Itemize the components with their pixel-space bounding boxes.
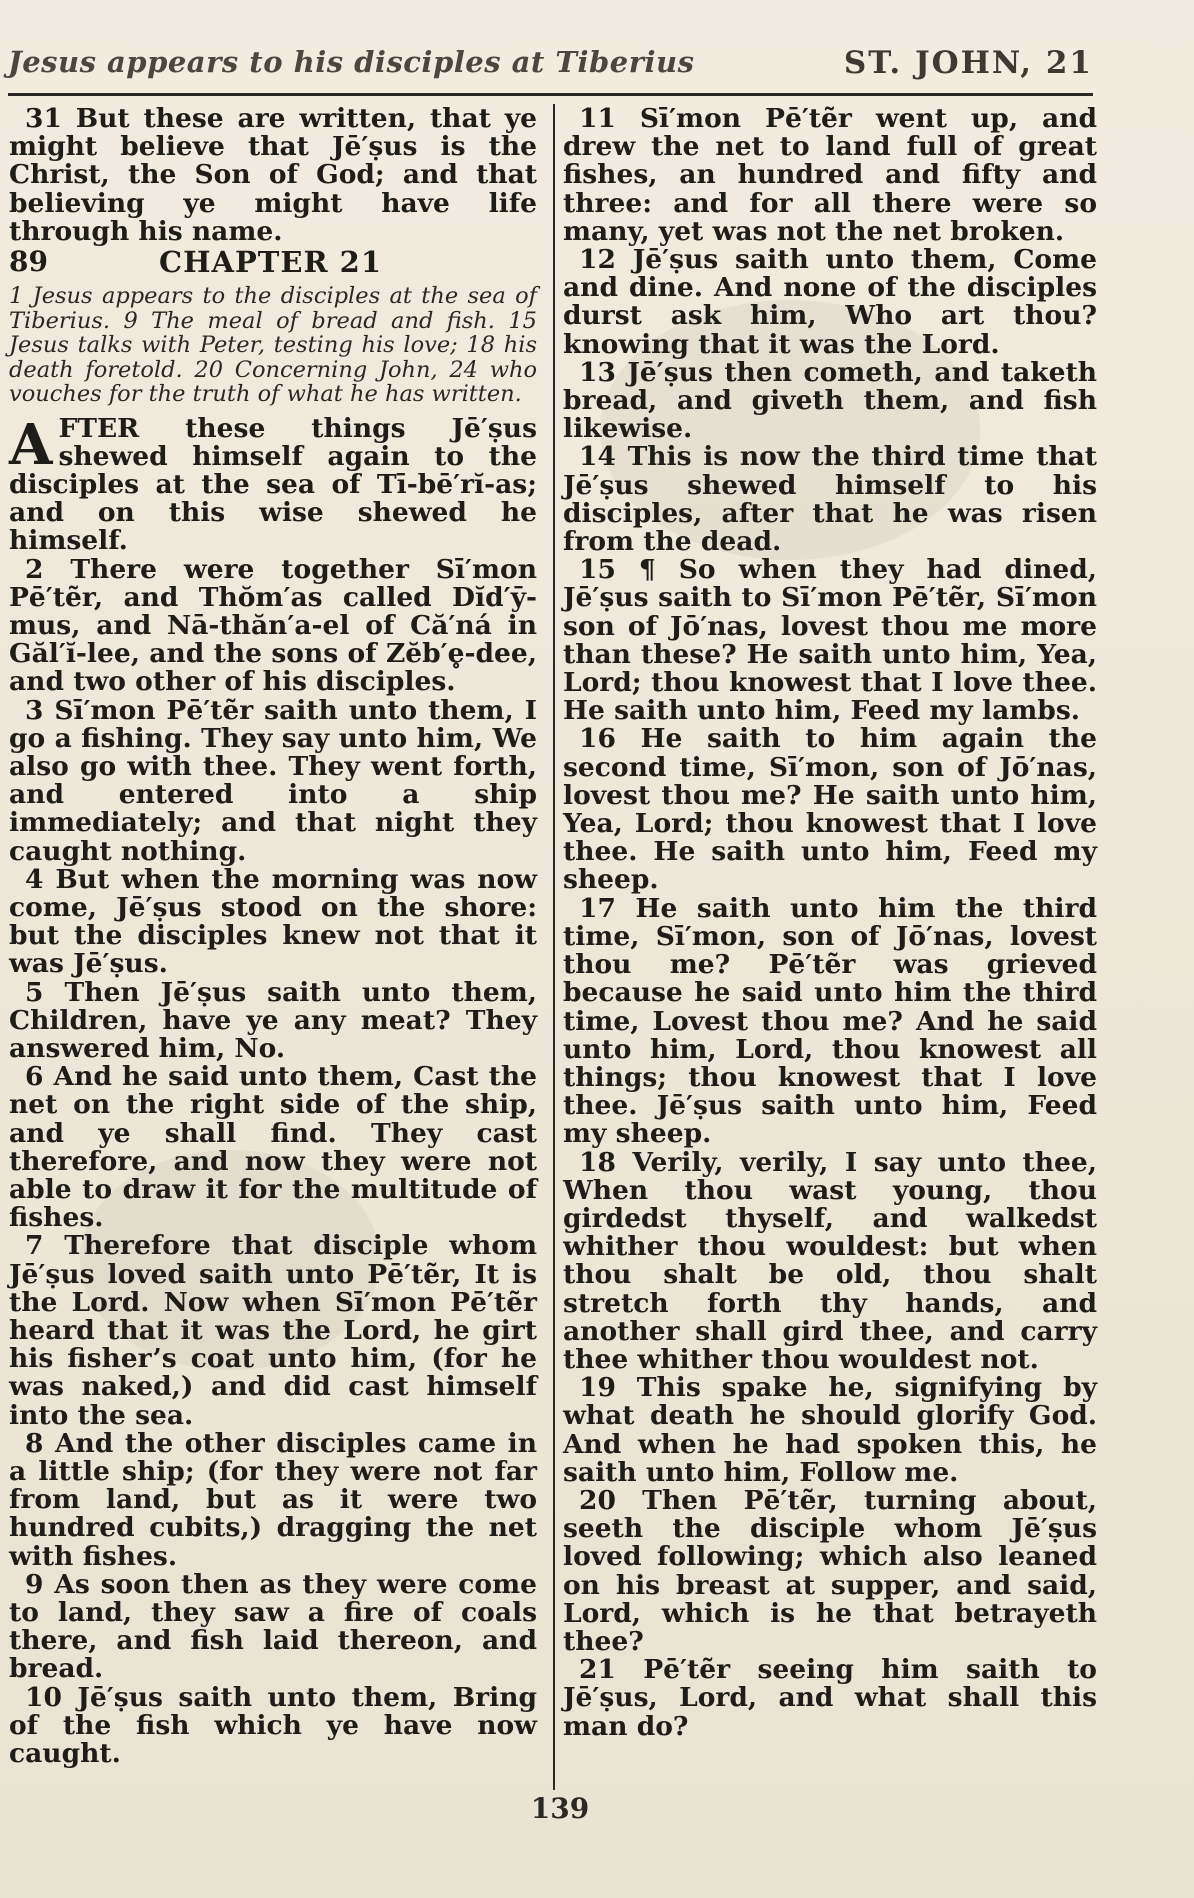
section-heading: Jesus appears to his disciples at Tiberius	[8, 45, 695, 79]
header-rule	[8, 93, 1093, 96]
drop-cap: A	[9, 411, 53, 478]
left-column	[9, 105, 537, 1768]
verse-21: 21 Pē′tẽr seeing him saith to Jē′ṣus, Lord, and what shall this man do?	[563, 1654, 1097, 1742]
right-column	[563, 105, 1097, 1741]
verse-1-text: FTER these things Jē′ṣus shewed himself again to the disciples at the sea of Tī-bē′rĭ-as; and on this wise shewed he himself.	[9, 412, 537, 557]
verse-4: 4 But when the morning was now come, Jē′ṣus stood on the shore: but the disciples knew not that it was Jē′ṣus.	[9, 863, 537, 980]
page-number: 139	[530, 1792, 590, 1825]
verse-6: 6 And he said unto them, Cast the net on the right side of the ship, and ye shall find. They cast therefore, and now they were not able to draw it for the multitude of fishes.	[9, 1061, 537, 1234]
verse-8: 8 And the other disciples came in a little ship; (for they were not far from land, but as it were two hundred cubits,) dragging the net with fishes.	[9, 1427, 537, 1572]
running-head	[8, 45, 1093, 93]
chapter-heading	[9, 245, 537, 280]
verse-19: 19 This spake he, signifying by what death he should glorify God. And when he had spoken this, he saith unto him, Follow me.	[563, 1372, 1097, 1488]
verse-12: 12 Jē′ṣus saith unto them, Come and dine. And none of the disciples durst ask him, Who art thou? knowing that it was the Lord.	[563, 244, 1097, 360]
verse-10: 10 Jē′ṣus saith unto them, Bring of the fish which ye have now caught.	[9, 1681, 537, 1770]
verse-3: 3 Sī′mon Pē′tẽr saith unto them, I go a fishing. They say unto him, We also go with thee. They went forth, and entered into a ship immediately; and that night they caught nothing.	[9, 694, 537, 867]
chapter-title: CHAPTER 21	[159, 245, 383, 280]
verse-16: 16 He saith to him again the second time, Sī′mon, son of Jō′nas, lovest thou me? He saith unto him, Yea, Lord; thou knowest that I love thee. He saith unto him, Feed my sheep.	[563, 723, 1097, 896]
verse-17: 17 He saith unto him the third time, Sī′mon, son of Jō′nas, lovest thou me? Pē′tẽr was grieved because he said unto him the third time, Lovest thou me? And he said unto him, Lord, thou knowest all things; thou knowest that I love thee. Jē′ṣus saith unto him, Feed my sheep.	[563, 892, 1097, 1150]
verse-7: 7 Therefore that disciple whom Jē′ṣus loved saith unto Pē′tẽr, It is the Lord. Now when Sī′mon Pē′tẽr heard that it was the Lord, he girt his fisher’s coat unto him, (for he was naked,) and did cast himself into the sea.	[9, 1230, 537, 1431]
verse-15: 15 ¶ So when they had dined, Jē′ṣus saith to Sī′mon Pē′tẽr, Sī′mon son of Jō′nas, lovest thou me more than these? He saith unto him, Yea, Lord; thou knowest that I love thee. He saith unto him, Feed my lambs.	[563, 554, 1097, 727]
verse-5: 5 Then Jē′ṣus saith unto them, Children, have ye any meat? They answered him, No.	[9, 976, 537, 1064]
chapter-summary: 1 Jesus appears to the disciples at the sea of Tiberius. 9 The meal of bread and fish. 15 Jesus talks with Peter, testing his love; 18 his death foretold. 20 Concerning John, 24 who vouches for the truth of what he has written.	[9, 283, 537, 408]
chapter-number: 89	[9, 245, 48, 279]
verse-2: 2 There were together Sī′mon Pē′tẽr, and Thŏm′as called Dĭd′ȳ-mus, and Nā-thăn′a-el of Că′ná in Găl′ĭ-lee, and the sons of Zĕb′e̥-dee, and two other of his disciples.	[9, 553, 537, 698]
verse-20: 20 Then Pē′tẽr, turning about, seeth the disciple whom Jē′ṣus loved following; which also leaned on his breast at supper, and said, Lord, which is he that betrayeth thee?	[563, 1484, 1097, 1657]
book-chapter-reference: ST. JOHN, 21	[843, 45, 1093, 81]
verse-13: 13 Jē′ṣus then cometh, and taketh bread, and giveth them, and fish likewise.	[563, 356, 1097, 445]
verse-9: 9 As soon then as they were come to land, they saw a fire of coals there, and fish laid thereon, and bread.	[9, 1568, 537, 1685]
column-divider	[553, 104, 555, 1790]
verse-14: 14 This is now the third time that Jē′ṣus shewed himself to his disciples, after that he was risen from the dead.	[563, 441, 1097, 558]
verse-11: 11 Sī′mon Pē′tẽr went up, and drew the net to land full of great fishes, an hundred and fifty and three: and for all there were so many, yet was not the net broken.	[563, 103, 1097, 247]
verse-31: 31 But these are written, that ye might believe that Jē′ṣus is the Christ, the Son of God; and that believing ye might have life through his name.	[9, 103, 537, 247]
verse-18: 18 Verily, verily, I say unto thee, When thou wast young, thou girdedst thyself, and walkedst whither thou wouldest: but when thou shalt be old, thou shalt stretch forth thy hands, and another shall gird thee, and carry thee whither thou wouldest not.	[563, 1146, 1097, 1375]
verse-1	[9, 411, 537, 557]
